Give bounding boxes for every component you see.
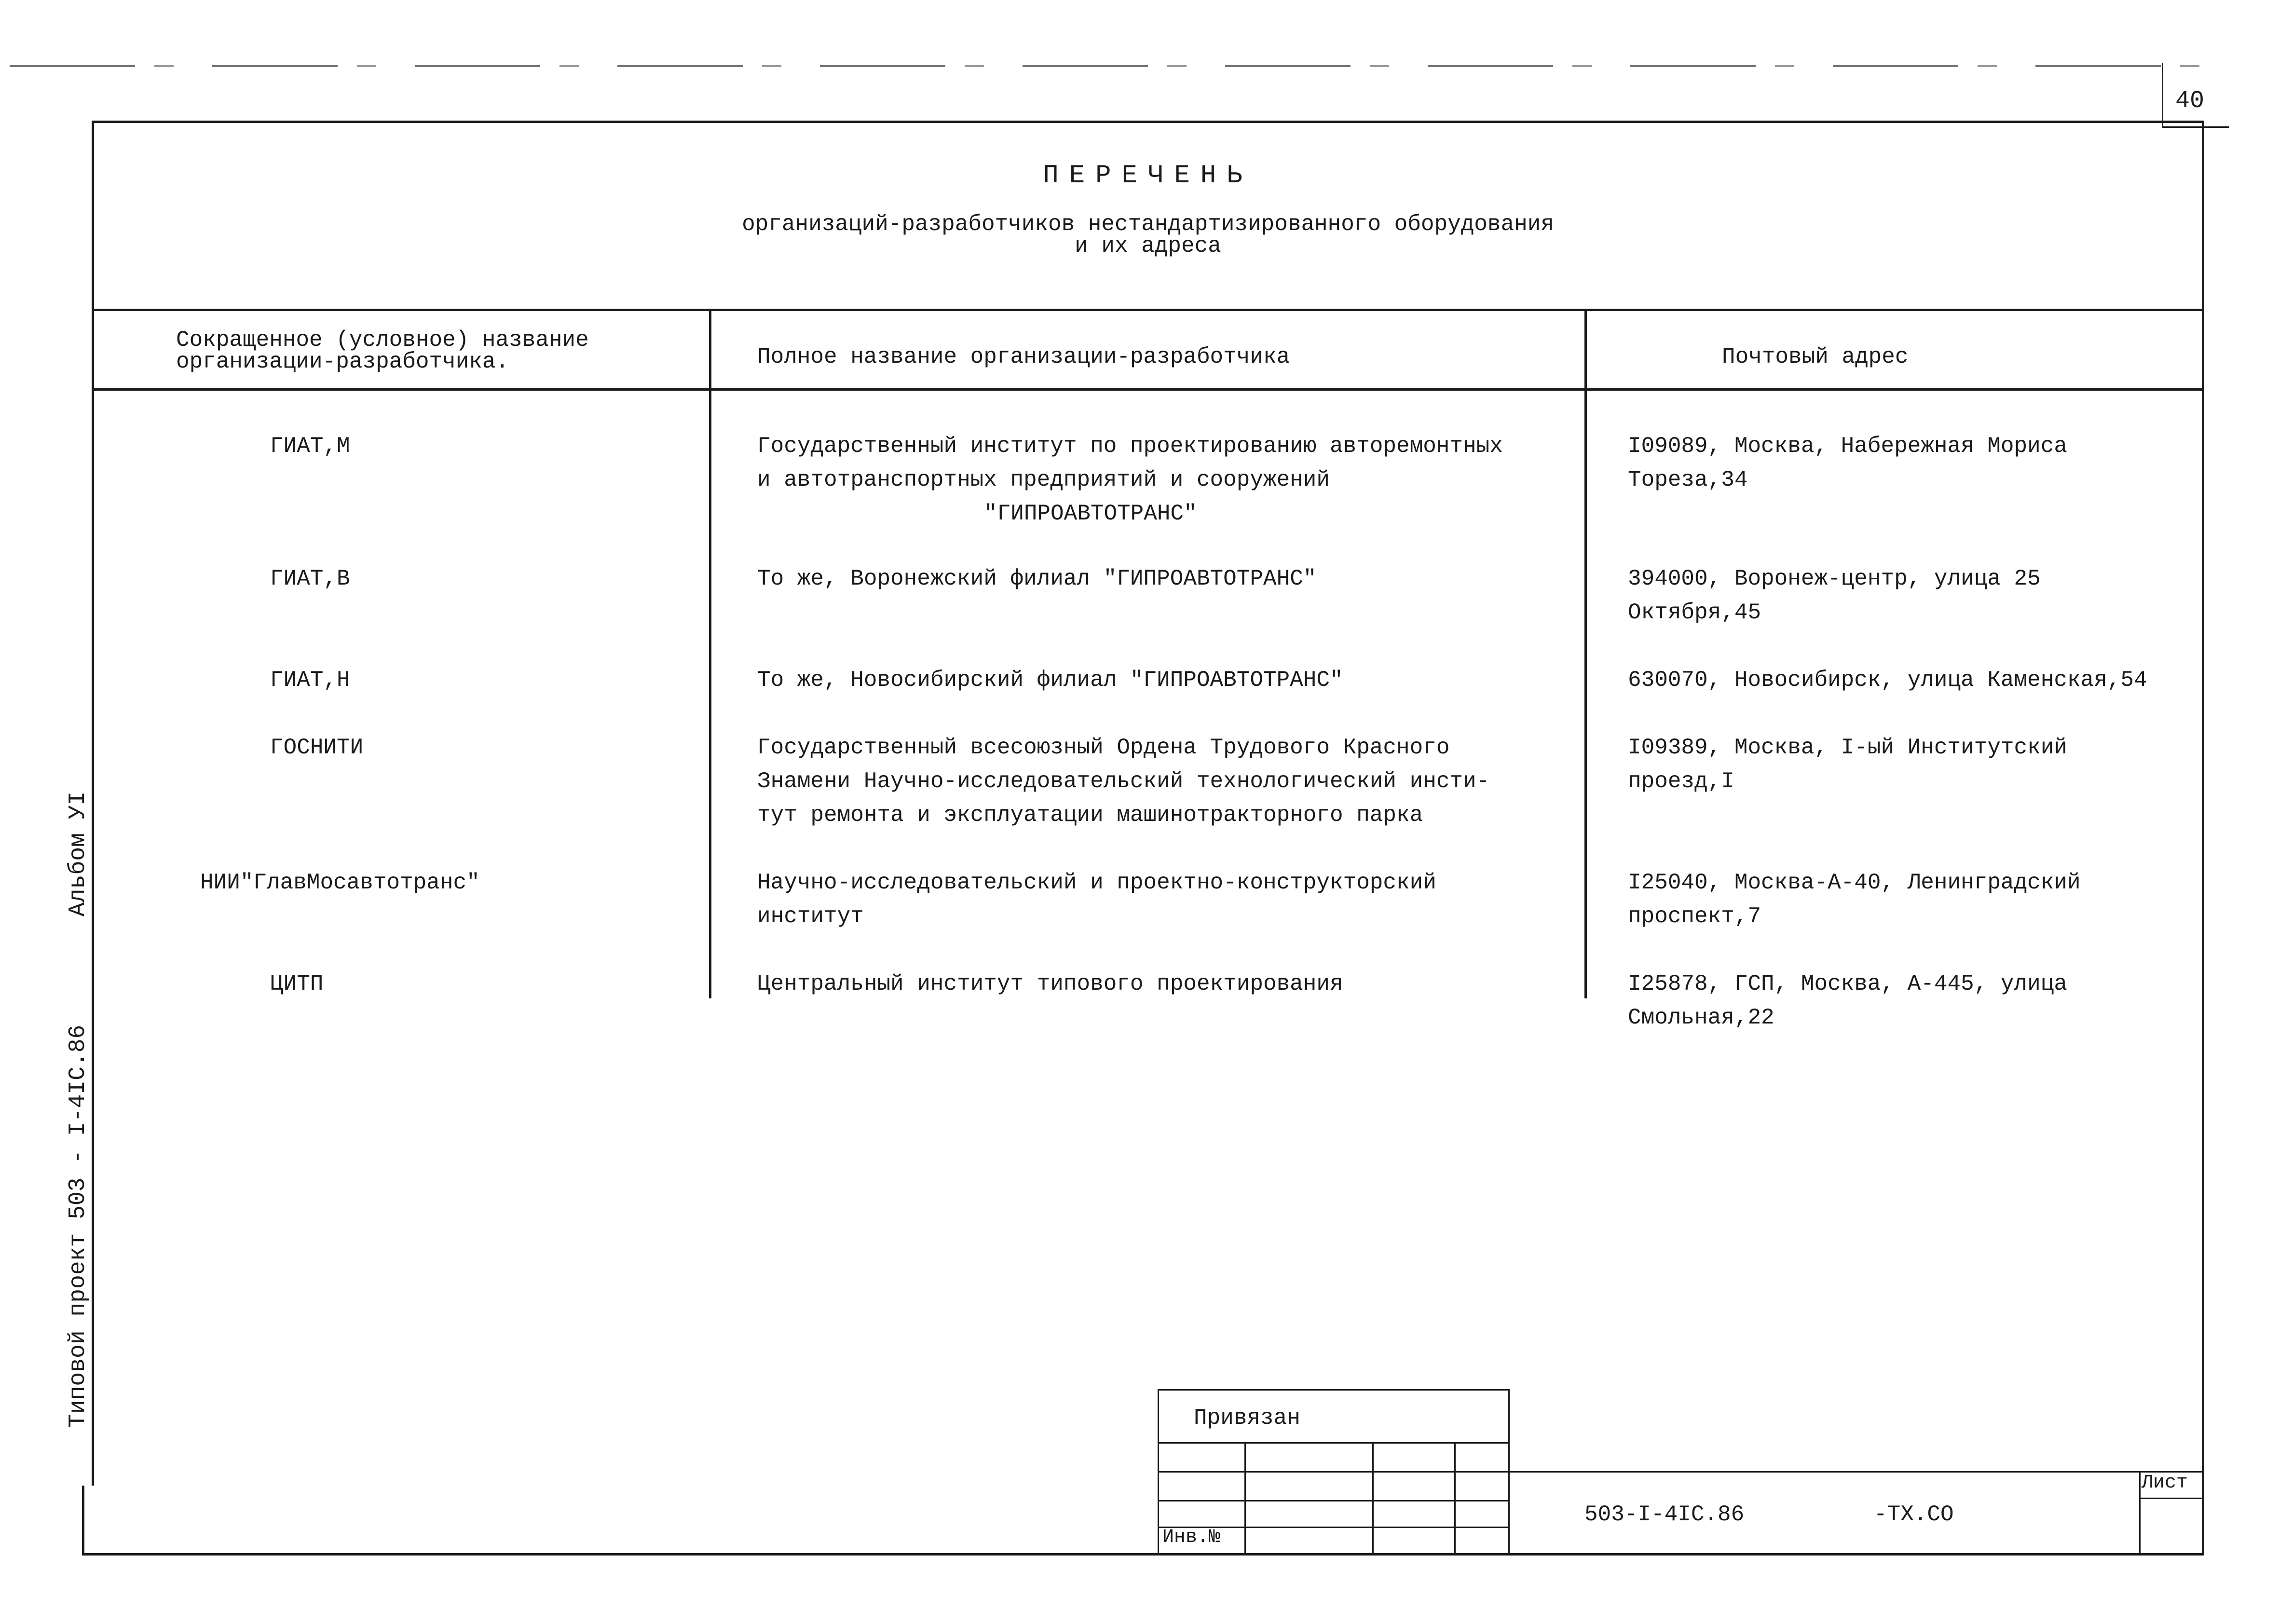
- stamp-sheet-underline: [2139, 1498, 2203, 1499]
- row-3-short: ГИАТ,Н: [270, 668, 350, 693]
- stamp-sheet-label: Лист: [2142, 1472, 2188, 1494]
- stamp-inv-label: Инв.№: [1162, 1527, 1221, 1548]
- row-3-full-line1: То же, Новосибирский филиал "ГИПРОАВТОТРАНС": [757, 668, 1343, 693]
- table-header-bottom: [92, 388, 2204, 391]
- sheet-number-underline: [2162, 126, 2229, 128]
- stamp-code-top: [1508, 1471, 2203, 1473]
- row-6-address-line1: I25878, ГСП, Москва, А-445, улица: [1628, 971, 2067, 996]
- row-1-full-line3: "ГИПРОАВТОТРАНС": [984, 501, 1197, 526]
- row-6-address-line2: Смольная,22: [1628, 1005, 1774, 1030]
- row-1-address-line2: Тореза,34: [1628, 467, 1748, 492]
- stamp-grid-h1: [1158, 1442, 1510, 1444]
- header-short-name-line2: организации-разработчика.: [176, 349, 509, 374]
- document-subtitle-line2: и их адреса: [1075, 233, 1221, 259]
- sheet-number-divider: [2162, 63, 2163, 128]
- row-2-address-line1: 394000, Воронеж-центр, улица 25: [1628, 566, 2041, 591]
- stamp-grid-h2: [1158, 1471, 1510, 1473]
- row-4-address-line1: I09389, Москва, I-ый Институтский: [1628, 735, 2067, 760]
- column-divider-2: [1584, 309, 1587, 998]
- row-2-short: ГИАТ,В: [270, 566, 350, 591]
- header-full-name: Полное название организации-разработчика: [757, 344, 1290, 369]
- row-1-short: ГИАТ,М: [270, 434, 350, 459]
- side-label-album: Альбом УI: [65, 791, 91, 916]
- row-2-address-line2: Октября,45: [1628, 600, 1761, 625]
- row-1-address-line1: I09089, Москва, Набережная Мориса: [1628, 434, 2067, 459]
- stamp-privyazan-label: Привязан: [1194, 1406, 1300, 1431]
- row-1-full-line1: Государственный институт по проектированию авторемонтных: [757, 434, 1503, 459]
- row-2-full-line1: То же, Воронежский филиал "ГИПРОАВТОТРАНС": [757, 566, 1317, 591]
- row-4-address-line2: проезд,I: [1628, 769, 1734, 794]
- row-5-full-line1: Научно-исследовательский и проектно-конструкторский: [757, 870, 1436, 895]
- row-5-short: НИИ"ГлавМосавтотранс": [200, 870, 480, 895]
- stamp-grid-v2: [1372, 1442, 1374, 1553]
- top-edge-line: [10, 65, 2209, 67]
- frame-bottom: [82, 1553, 2204, 1556]
- table-header-top: [92, 309, 2204, 311]
- stamp-sheet-divider: [2139, 1471, 2141, 1553]
- row-4-full-line3: тут ремонта и эксплуатации машинотракторного парка: [757, 803, 1423, 828]
- row-5-address-line1: I25040, Москва-А-40, Ленинградский: [1628, 870, 2081, 895]
- header-address: Почтовый адрес: [1722, 344, 1909, 369]
- frame-right: [2202, 121, 2204, 1553]
- row-6-full-line1: Центральный институт типового проектирования: [757, 971, 1343, 996]
- stamp-doc-code: 503-I-4IC.86: [1584, 1502, 1745, 1527]
- row-4-full-line1: Государственный всесоюзный Ордена Трудового Красного: [757, 735, 1450, 760]
- row-5-address-line2: проспект,7: [1628, 904, 1761, 929]
- column-divider-1: [709, 309, 711, 998]
- stamp-grid-v1: [1244, 1442, 1246, 1553]
- frame-left-bottom: [82, 1486, 84, 1556]
- row-4-full-line2: Знамени Научно-исследовательский технологический инсти-: [757, 769, 1490, 794]
- stamp-grid-h3: [1158, 1500, 1510, 1501]
- frame-top: [92, 121, 2204, 123]
- stamp-grid-v3: [1454, 1442, 1456, 1553]
- side-label-project: Типовой проект 503 - I-4IC.86: [65, 1024, 91, 1428]
- row-3-address-line1: 630070, Новосибирск, улица Каменская,54: [1628, 668, 2147, 693]
- stamp-doc-suffix: -TX.CO: [1874, 1502, 1954, 1527]
- row-4-short: ГОСНИТИ: [270, 735, 364, 760]
- document-subtitle-line1: организаций-разработчиков нестандартизированного оборудования: [742, 212, 1554, 237]
- stamp-privyazan-top: [1158, 1389, 1510, 1391]
- row-5-full-line2: институт: [757, 904, 864, 929]
- document-title: ПЕРЕЧЕНЬ: [1043, 161, 1253, 191]
- sheet-number: 40: [2175, 87, 2205, 115]
- row-6-short: ЦИТП: [270, 971, 324, 996]
- row-1-full-line2: и автотранспортных предприятий и сооружений: [757, 467, 1330, 492]
- frame-left: [92, 121, 94, 1486]
- header-short-name-line1: Сокращенное (условное) название: [176, 328, 589, 353]
